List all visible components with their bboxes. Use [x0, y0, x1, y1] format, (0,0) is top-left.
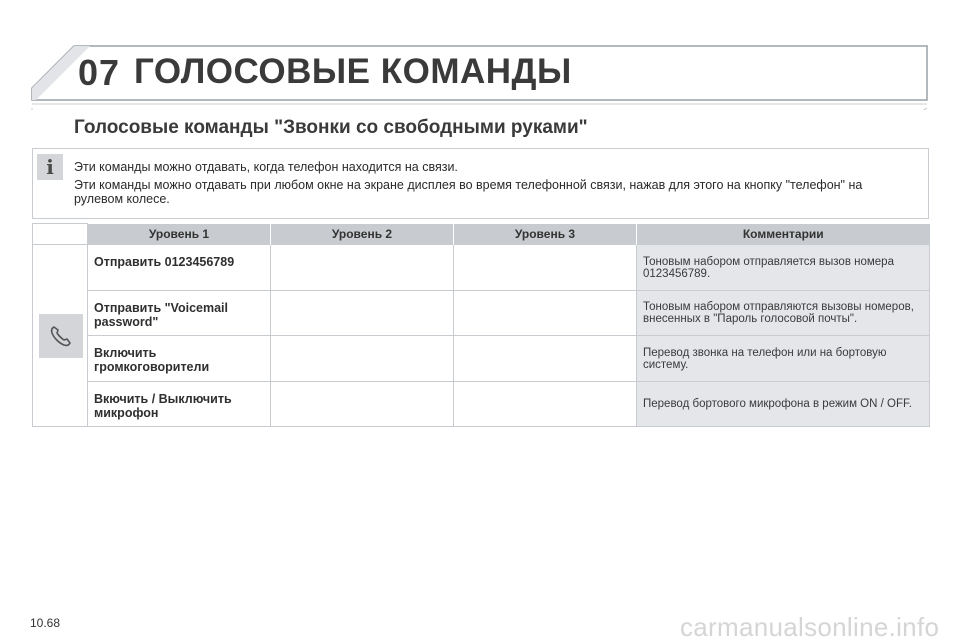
- table-row: [33, 245, 930, 291]
- comment-cell: Тоновым набором отправляется вызов номера 0123456789.: [637, 245, 930, 291]
- info-icon: i: [37, 154, 63, 180]
- header-comments: Комментарии: [637, 224, 930, 245]
- level3-cell: [454, 336, 637, 382]
- header-blank: [33, 224, 88, 245]
- level1-cell: Отправить 0123456789: [88, 245, 271, 291]
- level3-cell: [454, 382, 637, 427]
- phone-icon: [39, 314, 83, 358]
- page-number: 10.68: [30, 616, 61, 630]
- table-row: [33, 291, 930, 336]
- level1-cell: Вкючить / Выключить микрофон: [88, 382, 271, 427]
- level1-cell: Включить громкоговорители: [88, 336, 271, 382]
- chapter-title: ГОЛОСОВЫЕ КОМАНДЫ: [134, 52, 572, 91]
- level2-cell: [271, 291, 454, 336]
- table-row: [33, 336, 930, 382]
- info-line-1: Эти команды можно отдавать, когда телефон находится на связи.: [74, 160, 458, 174]
- comment-cell: Тоновым набором отправляются вызовы номеров, внесенных в "Пароль голосовой почты".: [637, 291, 930, 336]
- info-box: [32, 148, 929, 219]
- level2-cell: [271, 336, 454, 382]
- header-level-2: Уровень 2: [271, 224, 454, 245]
- level2-cell: [271, 245, 454, 291]
- level2-cell: [271, 382, 454, 427]
- icon-cell: [33, 245, 88, 427]
- comment-cell: Перевод звонка на телефон или на бортовую систему.: [637, 336, 930, 382]
- watermark: carmanualsonline.info: [680, 612, 940, 642]
- info-text: [74, 160, 914, 210]
- chapter-number: 07: [78, 52, 121, 93]
- table-header-row: [33, 224, 930, 245]
- header-level-1: Уровень 1: [88, 224, 271, 245]
- commands-table: [32, 223, 930, 427]
- level3-cell: [454, 245, 637, 291]
- info-line-2: Эти команды можно отдавать при любом окне на экране дисплея во время телефонной связи, нажав для этого на кнопку "телефон" на рулевом колесе.: [74, 178, 863, 206]
- section-title: Голосовые команды "Звонки со свободными руками": [74, 117, 588, 138]
- comment-cell: Перевод бортового микрофона в режим ON / OFF.: [637, 382, 930, 427]
- level1-cell: Отправить "Voicemail password": [88, 291, 271, 336]
- level3-cell: [454, 291, 637, 336]
- header-level-3: Уровень 3: [454, 224, 637, 245]
- table-row: [33, 382, 930, 427]
